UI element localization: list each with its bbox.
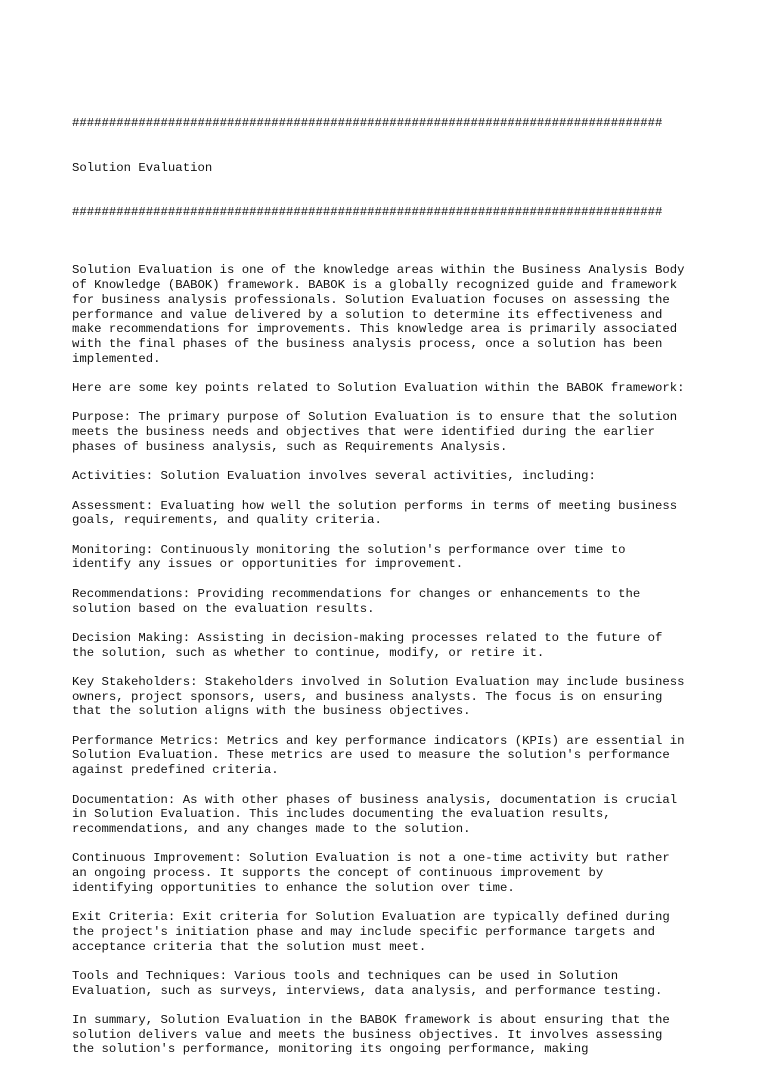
- paragraph: [72, 1013, 712, 1057]
- header-rule-bottom: ################################################################################: [72, 204, 663, 219]
- paragraph-line: solution delivers value and meets the business objectives. It involves assessing: [72, 1027, 663, 1042]
- paragraph-line: Key Stakeholders: Stakeholders involved in Solution Evaluation may include business: [72, 674, 685, 689]
- paragraph-line: Assessment: Evaluating how well the solution performs in terms of meeting business: [72, 498, 678, 513]
- paragraph-line: Tools and Techniques: Various tools and techniques can be used in Solution: [72, 968, 619, 983]
- paragraph-line: owners, project sponsors, users, and business analysts. The focus is on ensuring: [72, 689, 663, 704]
- paragraph-line: goals, requirements, and quality criteria.: [72, 513, 382, 528]
- paragraph: [72, 263, 712, 366]
- paragraph-line: Continuous Improvement: Solution Evaluation is not a one-time activity but rather: [72, 851, 670, 866]
- paragraph: [72, 969, 712, 998]
- paragraph-line: implemented.: [72, 351, 161, 366]
- paragraph: [72, 499, 712, 528]
- paragraph-line: phases of business analysis, such as Requirements Analysis.: [72, 439, 508, 454]
- paragraph-line: Monitoring: Continuously monitoring the solution's performance over time to: [72, 542, 626, 557]
- paragraph-line: Exit Criteria: Exit criteria for Solution Evaluation are typically defined during: [72, 910, 670, 925]
- paragraph-line: performance and value delivered by a solution to determine its effectiveness and: [72, 307, 663, 322]
- paragraph-line: Decision Making: Assisting in decision-making processes related to the future of: [72, 630, 663, 645]
- paragraph-line: of Knowledge (BABOK) framework. BABOK is a globally recognized guide and framework: [72, 278, 678, 293]
- paragraph: [72, 675, 712, 719]
- paragraph-line: identifying opportunities to enhance the solution over time.: [72, 880, 515, 895]
- paragraph-line: an ongoing process. It supports the concept of continuous improvement by: [72, 866, 604, 881]
- paragraph-line: the solution's performance, monitoring its ongoing performance, making: [72, 1042, 589, 1057]
- paragraph-line: against predefined criteria.: [72, 763, 279, 778]
- paragraph-line: in Solution Evaluation. This includes documenting the evaluation results,: [72, 807, 611, 822]
- paragraph-list: [72, 263, 712, 1057]
- paragraph: [72, 793, 712, 837]
- paragraph: [72, 543, 712, 572]
- paragraph-line: for business analysis professionals. Solution Evaluation focuses on assessing the: [72, 292, 670, 307]
- paragraph-line: Solution Evaluation is one of the knowledge areas within the Business Analysis Body: [72, 263, 685, 278]
- paragraph-line: acceptance criteria that the solution must meet.: [72, 939, 427, 954]
- paragraph: [72, 381, 712, 396]
- document-body: [72, 87, 712, 1087]
- paragraph-line: Purpose: The primary purpose of Solution Evaluation is to ensure that the solution: [72, 410, 678, 425]
- paragraph: [72, 631, 712, 660]
- paragraph-line: make recommendations for improvements. This knowledge area is primarily associated: [72, 322, 678, 337]
- paragraph-line: Evaluation, such as surveys, interviews, data analysis, and performance testing.: [72, 983, 663, 998]
- paragraph-line: recommendations, and any changes made to the solution.: [72, 821, 471, 836]
- paragraph: [72, 410, 712, 454]
- paragraph: [72, 851, 712, 895]
- paragraph: [72, 910, 712, 954]
- paragraph-line: Recommendations: Providing recommendations for changes or enhancements to the: [72, 586, 641, 601]
- paragraph-line: In summary, Solution Evaluation in the BABOK framework is about ensuring that the: [72, 1013, 670, 1028]
- header-rule-top: ################################################################################: [72, 116, 663, 131]
- paragraph-line: identify any issues or opportunities for improvement.: [72, 557, 464, 572]
- document-title: Solution Evaluation: [72, 160, 213, 175]
- paragraph-line: the solution, such as whether to continue, modify, or retire it.: [72, 645, 545, 660]
- paragraph-line: Performance Metrics: Metrics and key performance indicators (KPIs) are essential in: [72, 733, 685, 748]
- paragraph-line: the project's initiation phase and may include specific performance targets and: [72, 924, 655, 939]
- paragraph: [72, 734, 712, 778]
- paragraph-line: Solution Evaluation. These metrics are used to measure the solution's performance: [72, 748, 670, 763]
- paragraph: [72, 587, 712, 616]
- paragraph-line: that the solution aligns with the business objectives.: [72, 704, 471, 719]
- paragraph-line: with the final phases of the business analysis process, once a solution has been: [72, 336, 663, 351]
- paragraph: [72, 469, 712, 484]
- paragraph-line: Documentation: As with other phases of business analysis, documentation is crucial: [72, 792, 678, 807]
- paragraph-line: meets the business needs and objectives that were identified during the earlier: [72, 425, 655, 440]
- paragraph-line: solution based on the evaluation results.: [72, 601, 375, 616]
- paragraph-line: Activities: Solution Evaluation involves several activities, including:: [72, 469, 596, 484]
- paragraph-line: Here are some key points related to Solution Evaluation within the BABOK framework:: [72, 381, 685, 396]
